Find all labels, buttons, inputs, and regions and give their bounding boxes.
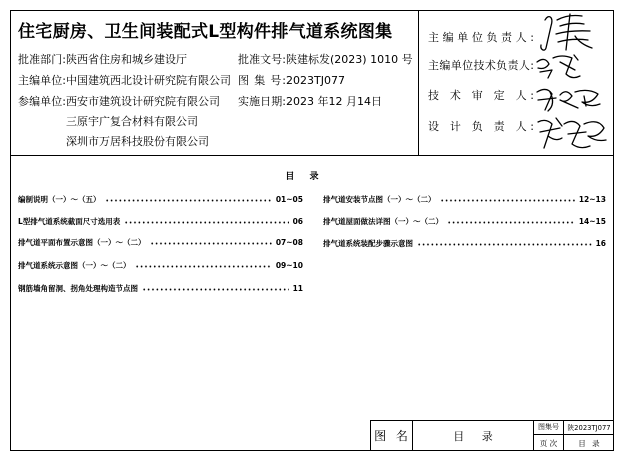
atlas-no-value: 陕2023TJ077 bbox=[564, 420, 614, 435]
header-vertical-divider bbox=[418, 10, 419, 156]
toc-item-pages: 06 bbox=[292, 217, 303, 226]
toc-left-column bbox=[18, 195, 303, 315]
toc-item bbox=[18, 195, 303, 205]
co-editor-unit-value: 西安市建筑设计研究院有限公司 bbox=[66, 95, 220, 108]
page-value: 目 录 bbox=[578, 438, 600, 448]
atlas-number-value: 2023TJ077 bbox=[286, 74, 345, 87]
page-label: 页 次 bbox=[534, 435, 564, 451]
design-head-label: 设 计 负 责 人: bbox=[428, 120, 534, 133]
toc-item-title: 排气道平面布置示意图（一）～（二） bbox=[18, 238, 146, 247]
atlas-number-label: 图 集 号: bbox=[238, 74, 286, 87]
approval-dept-label: 批准部门: bbox=[18, 53, 66, 66]
toc-item-pages: 16 bbox=[595, 239, 606, 248]
toc-item-pages: 01~05 bbox=[275, 195, 303, 204]
toc-leader bbox=[135, 265, 272, 268]
toc-item bbox=[18, 284, 303, 294]
toc-item-pages: 11 bbox=[292, 284, 303, 293]
effective-date bbox=[238, 95, 382, 109]
toc-item bbox=[323, 217, 606, 227]
approval-number-value: 陕建标发(2023) 1010 号 bbox=[286, 53, 413, 66]
technical-head-label: 主编单位技术负责人: bbox=[428, 59, 534, 72]
toc-item-title: 排气道系统装配步骤示意图 bbox=[323, 239, 413, 248]
header-divider bbox=[10, 155, 614, 156]
approval-dept bbox=[18, 53, 187, 67]
drawing-name-label: 图 名 bbox=[370, 420, 413, 451]
toc-leader bbox=[417, 243, 592, 246]
toc-item-title: 钢筋墙角留洞、拐角处理构造节点图 bbox=[18, 284, 138, 293]
toc-leader bbox=[440, 199, 575, 202]
toc-leader bbox=[150, 242, 272, 245]
toc-heading: 目 录 bbox=[285, 172, 319, 182]
atlas-no-label: 图集号 bbox=[534, 420, 564, 435]
co-editor-unit-label: 参编单位: bbox=[18, 95, 66, 108]
atlas-number bbox=[238, 74, 345, 88]
toc-item-title: 编制说明（一）～（五） bbox=[18, 195, 101, 204]
effective-date-label: 实施日期: bbox=[238, 95, 286, 108]
toc-item-title: 排气道安装节点图（一）～（二） bbox=[323, 195, 436, 204]
toc-right-column bbox=[323, 195, 606, 315]
co-editor-unit-extra-2: 深圳市万居科技股份有限公司 bbox=[66, 135, 209, 148]
toc-leader bbox=[124, 221, 288, 224]
toc-item-title: 排气道系统示意图（一）～（二） bbox=[18, 261, 131, 270]
drawing-name-value: 目 录 bbox=[413, 420, 534, 451]
toc-item bbox=[18, 217, 303, 227]
chief-editor-unit-label: 主编单位: bbox=[18, 74, 66, 87]
co-editor-unit bbox=[18, 95, 220, 109]
toc-item bbox=[18, 238, 303, 248]
approval-dept-value: 陕西省住房和城乡建设厅 bbox=[66, 53, 187, 66]
chief-editor-unit-value: 中国建筑西北设计研究院有限公司 bbox=[66, 74, 231, 87]
toc-leader bbox=[447, 221, 575, 224]
toc-item-pages: 12~13 bbox=[578, 195, 606, 204]
toc-item-pages: 07~08 bbox=[275, 238, 303, 247]
toc-leader bbox=[105, 199, 272, 202]
effective-date-value: 2023 年12 月14日 bbox=[286, 95, 382, 108]
toc-item-title: L型排气道系统截面尺寸选用表 bbox=[18, 217, 121, 226]
toc-item-pages: 14~15 bbox=[578, 217, 606, 226]
toc-item-title: 排气道屋面做法详图（一）～（二） bbox=[323, 217, 443, 226]
toc-leader bbox=[142, 288, 289, 291]
approval-number bbox=[238, 53, 413, 67]
toc-item bbox=[323, 195, 606, 205]
approval-number-label: 批准文号: bbox=[238, 53, 286, 66]
co-editor-unit-extra-1: 三原宇广复合材料有限公司 bbox=[66, 115, 198, 128]
technical-reviewer-label: 技 术 审 定 人: bbox=[428, 89, 534, 102]
toc-item bbox=[323, 239, 606, 249]
toc-item bbox=[18, 261, 303, 271]
toc-item-pages: 09~10 bbox=[275, 261, 303, 270]
chief-unit-head-label: 主编单位负责人: bbox=[428, 31, 534, 44]
atlas-title: 住宅厨房、卫生间装配式L型构件排气道系统图集 bbox=[18, 22, 393, 42]
chief-editor-unit bbox=[18, 74, 231, 88]
